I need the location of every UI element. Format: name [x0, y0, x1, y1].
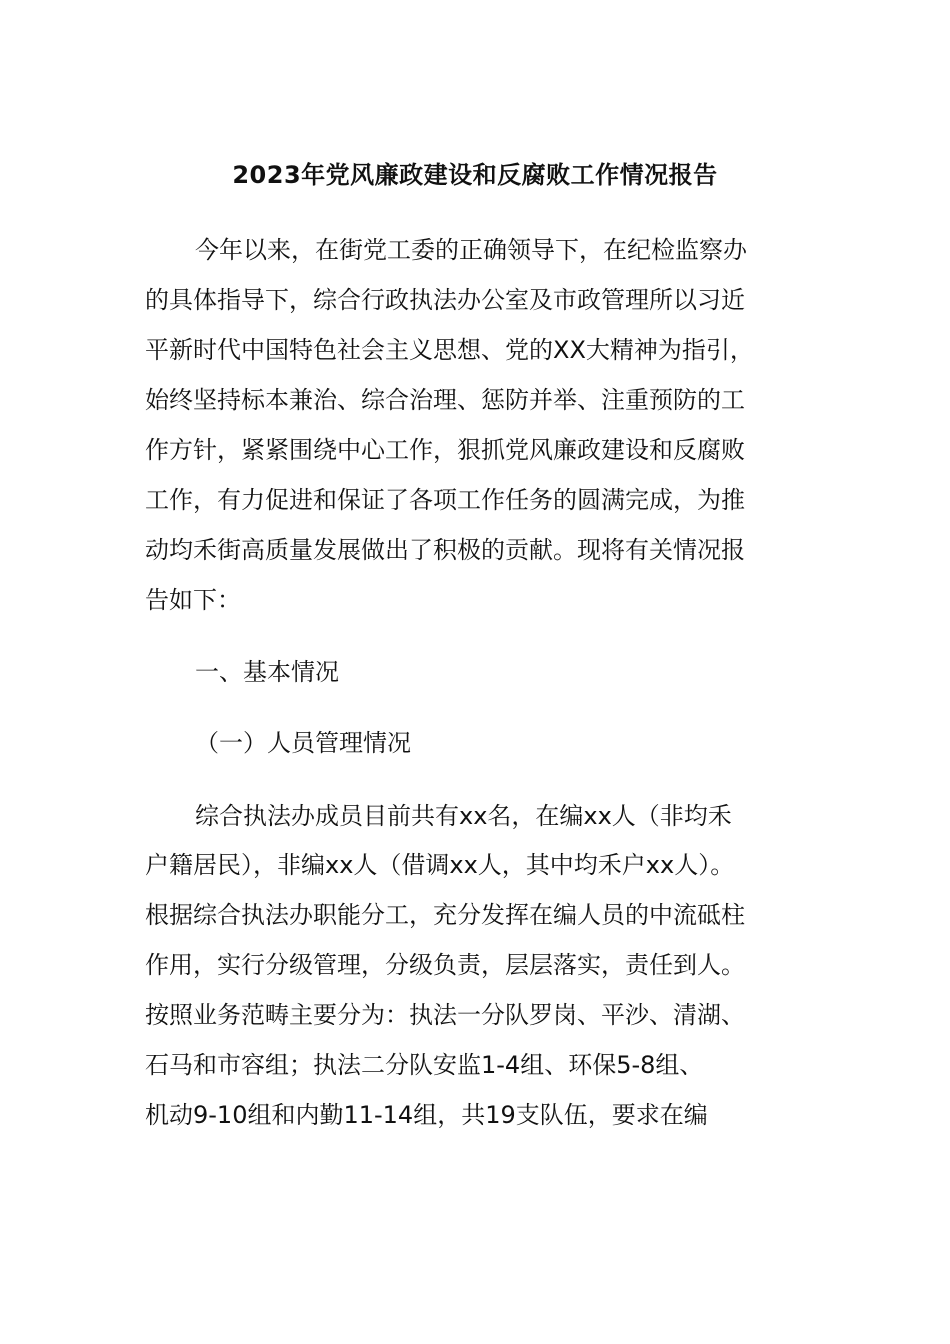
intro-line-4: 始终坚持标本兼治、综合治理、惩防并举、注重预防的工: [145, 386, 745, 414]
section-heading: 一、基本情况: [195, 658, 339, 686]
body-line-6: 石马和市容组；执法二分队安监1-4组、环保5-8组、: [145, 1051, 704, 1079]
body-line-7: 机动9-10组和内勤11-14组，共19支队伍，要求在编: [145, 1101, 708, 1129]
body-line-5: 按照业务范畴主要分为：执法一分队罗岗、平沙、清湖、: [145, 1001, 745, 1029]
intro-line-8: 告如下：: [145, 586, 241, 614]
subsection-heading: （一）人员管理情况: [195, 729, 411, 757]
intro-line-3: 平新时代中国特色社会主义思想、党的XX大精神为指引，: [145, 336, 754, 364]
body-line-2: 户籍居民），非编xx人（借调xx人，其中均禾户xx人）。: [145, 851, 735, 879]
intro-line-6: 工作，有力促进和保证了各项工作任务的圆满完成，为推: [145, 486, 745, 514]
document-title: 2023年党风廉政建设和反腐败工作情况报告: [232, 161, 718, 189]
body-line-3: 根据综合执法办职能分工，充分发挥在编人员的中流砥柱: [145, 901, 745, 929]
body-line-1: 综合执法办成员目前共有xx名，在编xx人（非均禾: [195, 802, 732, 830]
body-line-4: 作用，实行分级管理，分级负责，层层落实，责任到人。: [145, 951, 745, 979]
intro-line-1: 今年以来，在街党工委的正确领导下，在纪检监察办: [195, 236, 747, 264]
intro-line-5: 作方针，紧紧围绕中心工作，狠抓党风廉政建设和反腐败: [145, 436, 745, 464]
intro-line-2: 的具体指导下，综合行政执法办公室及市政管理所以习近: [145, 286, 745, 314]
intro-line-7: 动均禾街高质量发展做出了积极的贡献。现将有关情况报: [145, 536, 745, 564]
